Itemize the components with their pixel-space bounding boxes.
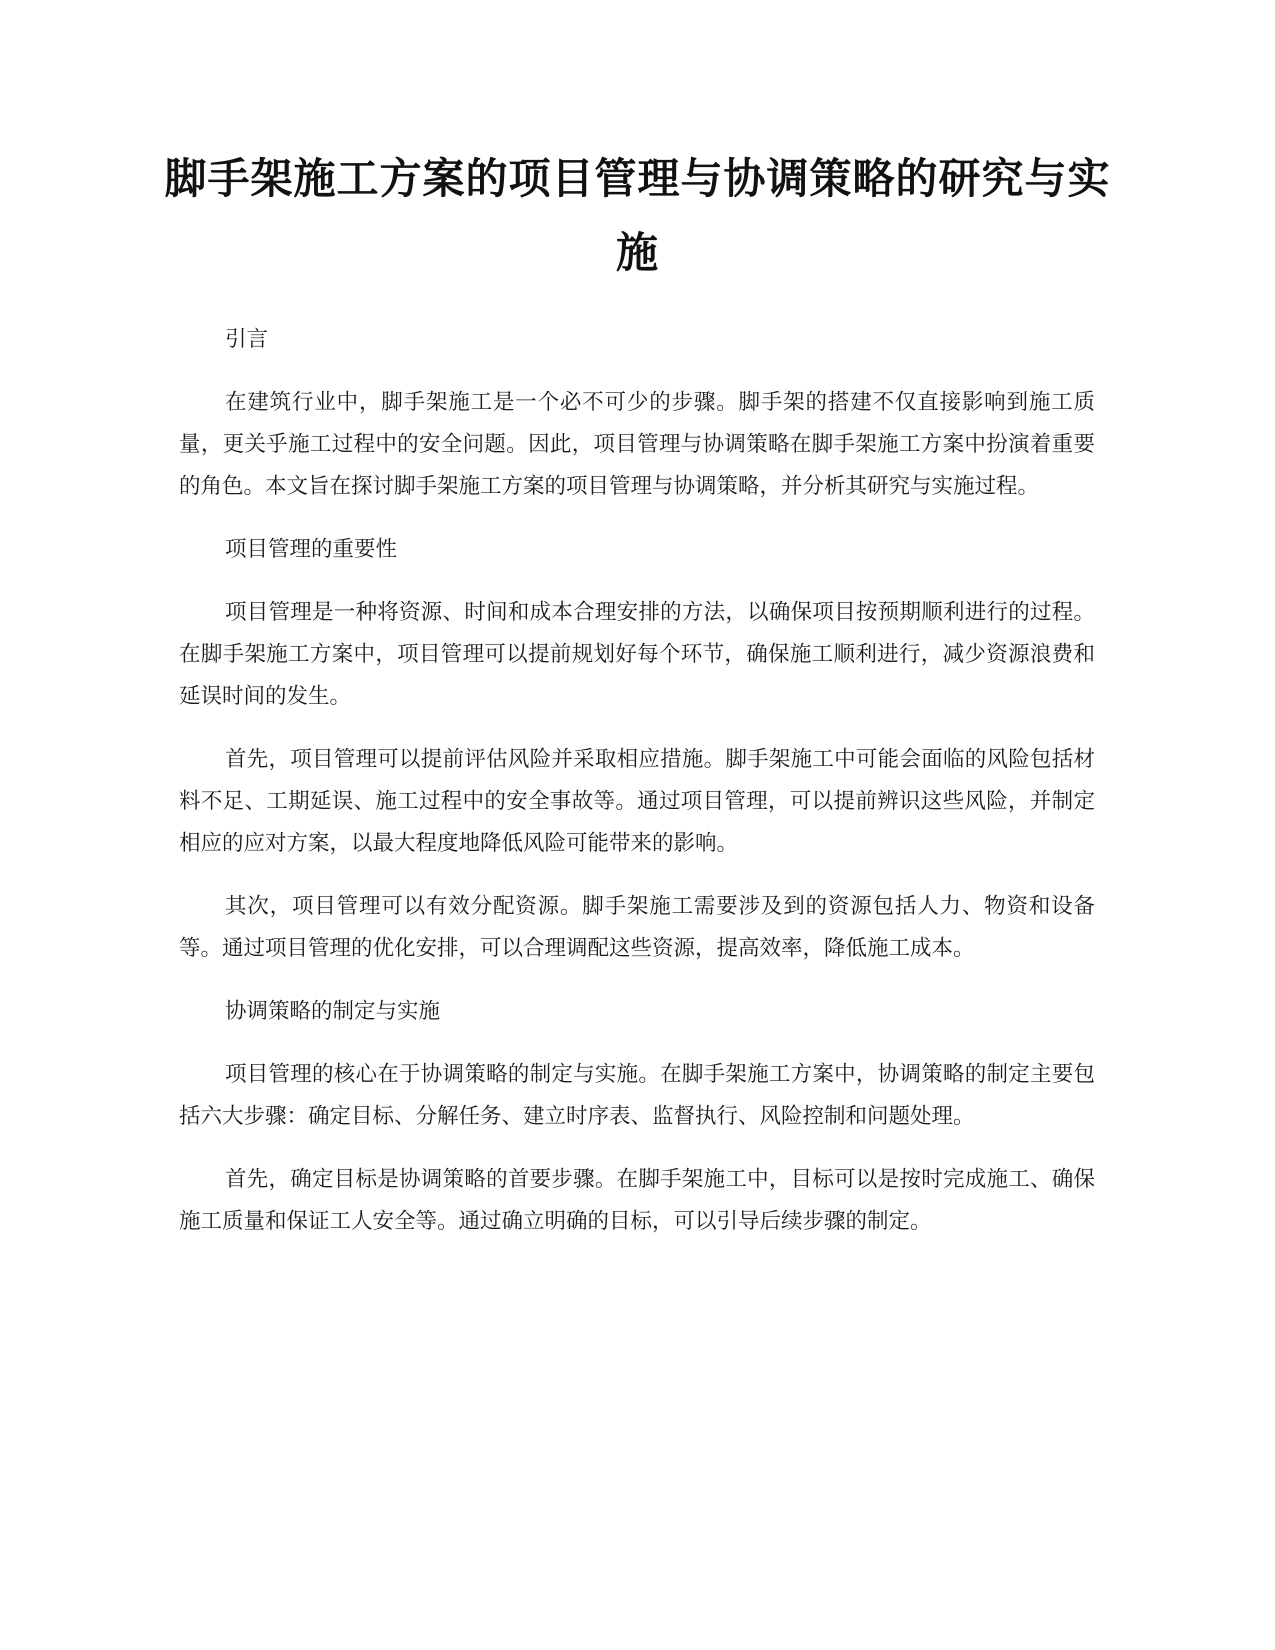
paragraph-resource-allocation: 其次，项目管理可以有效分配资源。脚手架施工需要涉及到的资源包括人力、物资和设备等。通过项目管理的优化安排，可以合理调配这些资源，提高效率，降低施工成本。 xyxy=(179,894,1095,961)
paragraph-determine-goals: 首先，确定目标是协调策略的首要步骤。在脚手架施工中，目标可以是按时完成施工、确保施工质量和保证工人安全等。通过确立明确的目标，可以引导后续步骤的制定。 xyxy=(179,1167,1095,1234)
paragraph-introduction: 在建筑行业中，脚手架施工是一个必不可少的步骤。脚手架的搭建不仅直接影响到施工质量，更关乎施工过程中的安全问题。因此，项目管理与协调策略在脚手架施工方案中扮演着重要的角色。本文旨在探讨脚手架施工方案的项目管理与协调策略，并分析其研究与实施过程。 xyxy=(179,390,1095,499)
paragraph-project-management-definition: 项目管理是一种将资源、时间和成本合理安排的方法，以确保项目按预期顺利进行的过程。在脚手架施工方案中，项目管理可以提前规划好每个环节，确保施工顺利进行，减少资源浪费和延误时间的发生。 xyxy=(179,600,1095,709)
document-body xyxy=(179,319,1095,1264)
section-heading-introduction: 引言 xyxy=(225,327,269,352)
document-title: 脚手架施工方案的项目管理与协调策略的研究与实施 xyxy=(164,154,1111,277)
paragraph-risk-assessment: 首先，项目管理可以提前评估风险并采取相应措施。脚手架施工中可能会面临的风险包括材料不足、工期延误、施工过程中的安全事故等。通过项目管理，可以提前辨识这些风险，并制定相应的应对方案，以最大程度地降低风险可能带来的影响。 xyxy=(179,747,1095,856)
section-heading-coordination-strategy: 协调策略的制定与实施 xyxy=(225,999,441,1024)
section-heading-importance: 项目管理的重要性 xyxy=(225,537,398,562)
paragraph-coordination-core: 项目管理的核心在于协调策略的制定与实施。在脚手架施工方案中，协调策略的制定主要包括六大步骤：确定目标、分解任务、建立时序表、监督执行、风险控制和问题处理。 xyxy=(179,1062,1095,1129)
